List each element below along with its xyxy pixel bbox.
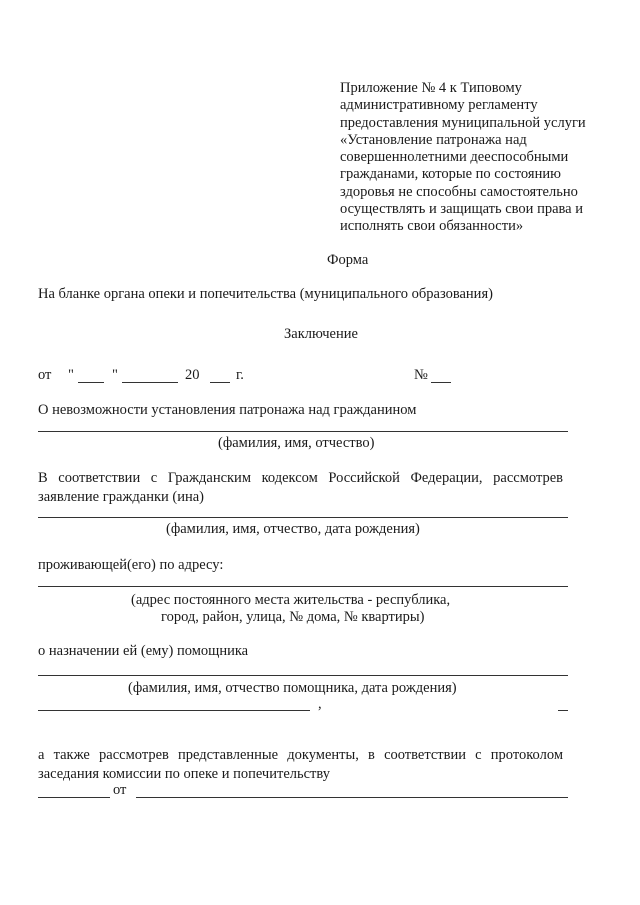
header-block xyxy=(340,80,610,236)
quote-open: " xyxy=(68,367,74,383)
fio-hint: (фамилия, имя, отчество) xyxy=(218,435,375,451)
day-field[interactable] xyxy=(78,382,104,383)
address-field[interactable] xyxy=(38,586,568,587)
extra-field[interactable] xyxy=(38,710,310,711)
assign-label: о назначении ей (ему) помощника xyxy=(38,643,249,659)
fio-dob-hint: (фамилия, имя, отчество, дата рождения) xyxy=(166,521,420,537)
subject-line: О невозможности установления патронажа над гражданином xyxy=(38,402,417,418)
assistant-field[interactable] xyxy=(38,675,568,676)
header-line: здоровья не способны самостоятельно xyxy=(340,183,578,200)
year-field[interactable] xyxy=(210,382,230,383)
header-line: исполнять свои обязанности» xyxy=(340,218,524,235)
from-label: от xyxy=(38,367,52,383)
header-line: гражданами, которые по состоянию xyxy=(340,166,561,183)
header-line: осуществлять и защищать свои права и xyxy=(340,201,583,218)
form-label: Форма xyxy=(327,252,369,268)
header-line: предоставления муниципальной услуги xyxy=(340,114,586,131)
number-field[interactable] xyxy=(431,382,451,383)
header-line: «Установление патронажа над xyxy=(340,131,527,148)
month-field[interactable] xyxy=(122,382,178,383)
header-line: административному регламенту xyxy=(340,97,538,114)
year-prefix: 20 xyxy=(185,367,200,383)
letterhead-note: На бланке органа опеки и попечительства (муниципального образования) xyxy=(38,286,493,302)
from2-label: от xyxy=(113,782,127,798)
address-hint-line2: город, район, улица, № дома, № квартиры) xyxy=(161,609,425,625)
paragraph-documents: а также рассмотрев представленные документы, в соответствии с протоколом заседания комиссии по опеке и попечительству xyxy=(38,747,563,782)
document-title: Заключение xyxy=(284,326,358,342)
comma: , xyxy=(318,696,322,712)
fio-field[interactable] xyxy=(38,431,568,432)
protocol-date-field[interactable] xyxy=(38,797,110,798)
address-hint-line1: (адрес постоянного места жительства - республика, xyxy=(131,592,451,608)
residing-label: проживающей(его) по адресу: xyxy=(38,557,224,573)
paragraph-applicant: В соответствии с Гражданским кодексом Российской Федерации, рассмотрев заявление гражданки (ина) xyxy=(38,470,563,505)
assistant-hint: (фамилия, имя, отчество помощника, дата рождения) xyxy=(128,680,457,696)
header-line: Приложение № 4 к Типовому xyxy=(340,80,522,96)
extra-field-end[interactable] xyxy=(558,710,568,711)
year-suffix: г. xyxy=(236,367,244,383)
header-line: совершеннолетними дееспособными xyxy=(340,149,569,166)
protocol-number-field[interactable] xyxy=(136,797,568,798)
quote-close: " xyxy=(112,367,118,383)
number-label: № xyxy=(414,367,428,383)
applicant-field[interactable] xyxy=(38,517,568,518)
